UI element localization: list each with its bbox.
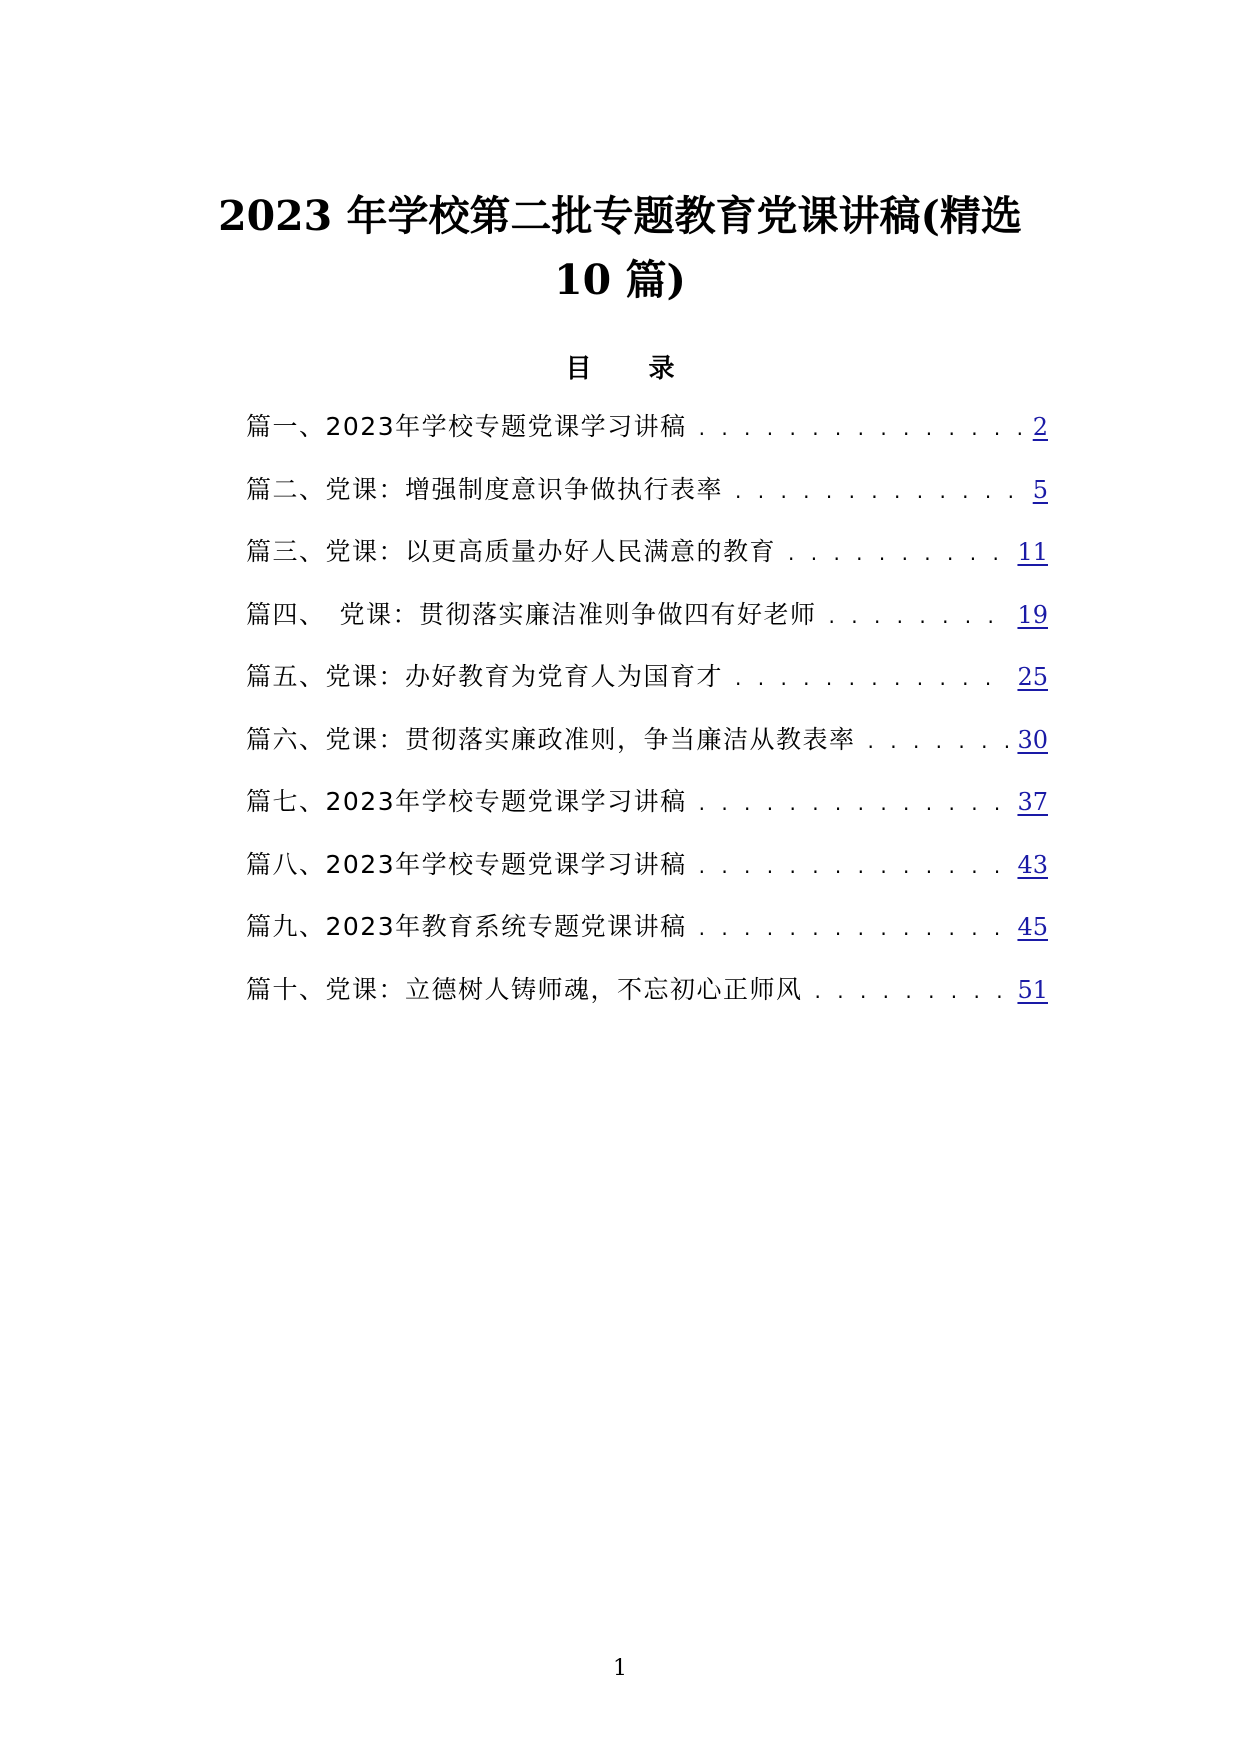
toc-entry-8[interactable]	[246, 834, 1048, 897]
toc-entry-label: 篇七、2023年学校专题党课学习讲稿	[246, 787, 687, 816]
toc-leader-dots	[735, 460, 1025, 523]
toc-page-link[interactable]: 19	[1017, 600, 1048, 629]
toc-leader-dots	[868, 710, 1010, 773]
toc-heading: 目 录	[565, 354, 699, 384]
toc-entry-7[interactable]	[246, 771, 1048, 834]
toc-leader-dots	[829, 585, 1010, 648]
toc-entry-4[interactable]	[246, 584, 1048, 647]
toc-entry-label: 篇九、2023年教育系统专题党课讲稿	[246, 912, 687, 941]
toc-entry-label: 篇五、党课：办好教育为党育人为国育才	[246, 662, 724, 691]
toc-entry-label: 篇三、党课：以更高质量办好人民满意的教育	[246, 537, 777, 566]
toc-entry-9[interactable]	[246, 896, 1048, 959]
toc-leader-dots	[699, 397, 1025, 460]
toc-leader-dots	[788, 522, 1009, 585]
toc-entry-label: 篇二、党课：增强制度意识争做执行表率	[246, 474, 724, 504]
toc-page-link[interactable]: 45	[1017, 913, 1048, 941]
toc-entry-2[interactable]	[246, 459, 1048, 522]
toc-entry-6[interactable]	[246, 709, 1048, 772]
toc-page-link[interactable]: 25	[1017, 663, 1048, 691]
toc-entry-label: 篇八、2023年学校专题党课学习讲稿	[246, 849, 687, 879]
toc-entry-label: 篇六、党课：贯彻落实廉政准则，争当廉洁从教表率	[246, 724, 856, 754]
toc-page-link[interactable]: 51	[1017, 975, 1048, 1004]
toc-entry-5[interactable]	[246, 646, 1048, 709]
table-of-contents	[246, 396, 1048, 1021]
toc-leader-dots	[699, 835, 1010, 898]
toc-entry-label: 篇十、党课：立德树人铸师魂，不忘初心正师风	[246, 974, 803, 1004]
toc-entry-1[interactable]	[246, 396, 1048, 459]
toc-page-link[interactable]: 43	[1017, 850, 1048, 879]
toc-entry-label: 篇四、 党课：贯彻落实廉洁准则争做四有好老师	[246, 599, 817, 629]
document-title-line-1: 2023 年学校第二批专题教育党课讲稿(精选	[218, 192, 1022, 240]
toc-page-link[interactable]: 2	[1032, 413, 1048, 441]
toc-leader-dots	[699, 772, 1010, 835]
toc-entry-10[interactable]	[246, 959, 1048, 1022]
toc-entry-label: 篇一、2023年学校专题党课学习讲稿	[246, 412, 687, 441]
toc-page-link[interactable]: 11	[1017, 538, 1048, 566]
page-number: 1	[613, 1656, 627, 1681]
toc-leader-dots	[699, 897, 1010, 960]
toc-page-link[interactable]: 37	[1017, 788, 1048, 816]
toc-page-link[interactable]: 5	[1032, 475, 1048, 504]
toc-entry-3[interactable]	[246, 521, 1048, 584]
document-title-line-2: 10 篇)	[554, 256, 686, 304]
toc-page-link[interactable]: 30	[1017, 725, 1048, 754]
toc-leader-dots	[735, 647, 1009, 710]
toc-leader-dots	[815, 960, 1010, 1023]
